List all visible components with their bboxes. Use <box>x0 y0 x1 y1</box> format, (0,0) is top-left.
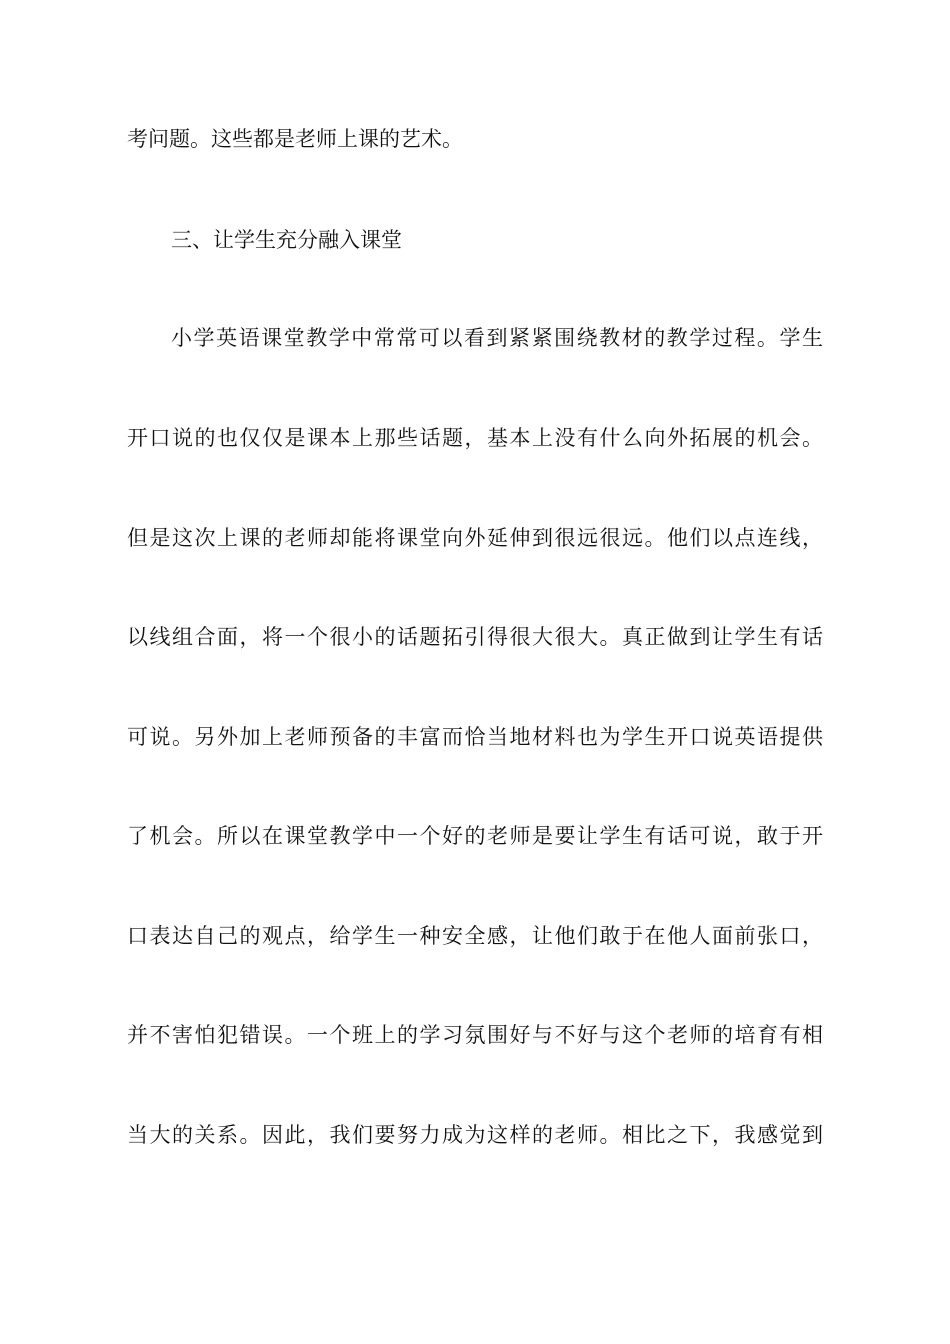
paragraph-line: 了机会。所以在课堂教学中一个好的老师是要让学生有话可说，敢于开 <box>127 824 823 848</box>
paragraph-line: 以线组合面，将一个很小的话题拓引得很大很大。真正做到让学生有话 <box>127 625 823 649</box>
continuation-line: 考问题。这些都是老师上课的艺术。 <box>127 127 463 151</box>
paragraph-line: 口表达自己的观点，给学生一种安全感，让他们敢于在他人面前张口， <box>127 924 823 948</box>
paragraph-line: 开口说的也仅仅是课本上那些话题，基本上没有什么向外拓展的机会。 <box>127 426 823 450</box>
paragraph-line: 可说。另外加上老师预备的丰富而恰当地材料也为学生开口说英语提供 <box>127 725 823 749</box>
paragraph-line: 当大的关系。因此，我们要努力成为这样的老师。相比之下，我感觉到 <box>127 1123 823 1147</box>
paragraph-line: 并不害怕犯错误。一个班上的学习氛围好与不好与这个老师的培育有相 <box>127 1023 823 1047</box>
paragraph-line: 但是这次上课的老师却能将课堂向外延伸到很远很远。他们以点连线， <box>127 526 823 550</box>
section-heading: 三、让学生充分融入课堂 <box>171 228 402 252</box>
paragraph-line: 小学英语课堂教学中常常可以看到紧紧围绕教材的教学过程。学生 <box>171 326 823 350</box>
